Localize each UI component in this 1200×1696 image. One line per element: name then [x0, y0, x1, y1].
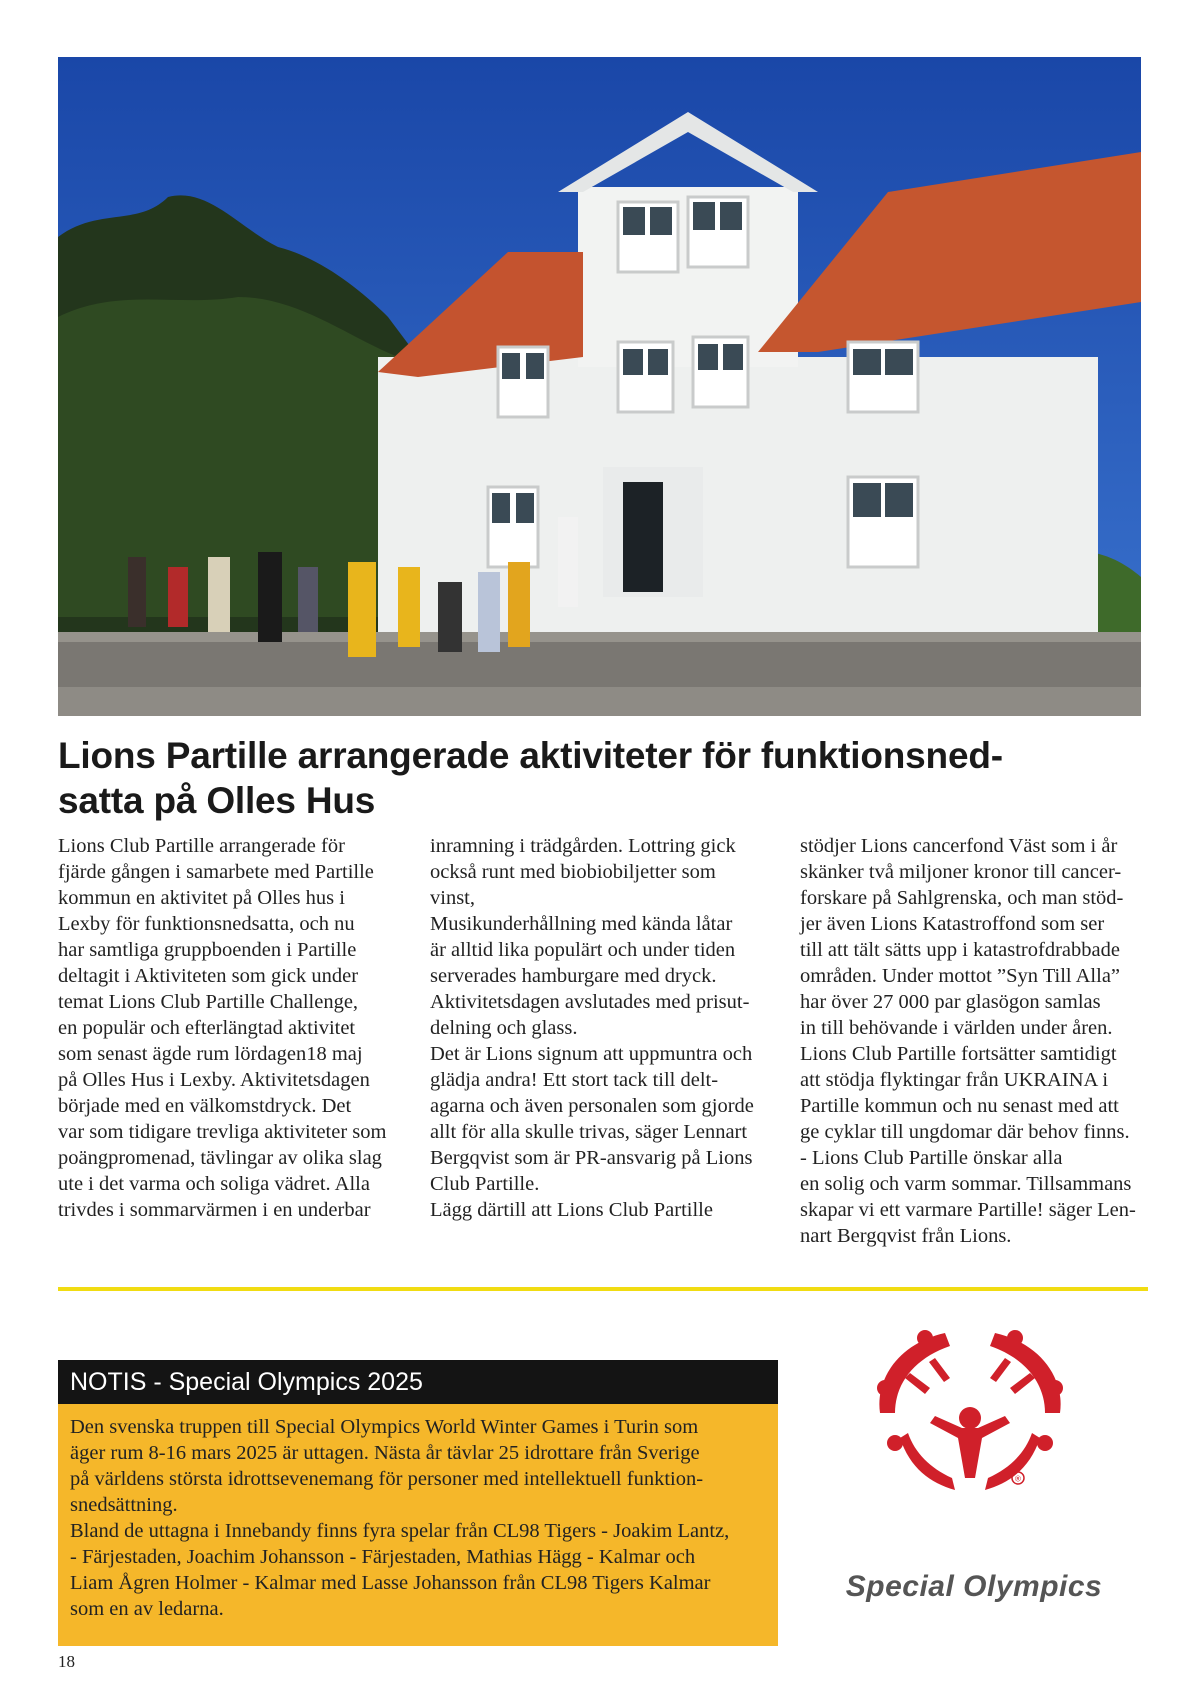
text-line: forskare på Sahlgrenska, och man stöd- [800, 887, 1124, 909]
text-line: områden. Under mottot ”Syn Till Alla” [800, 965, 1121, 987]
text-line: en populär och efterlängtad aktivitet [58, 1017, 356, 1039]
text-line: har samtliga gruppboenden i Partille [58, 939, 357, 961]
text-line: Lexby för funktionsnedsatta, och nu [58, 913, 355, 935]
text-line: äger rum 8-16 mars 2025 är uttagen. Nästa år tävlar 25 idrottare från Sverige [70, 1442, 700, 1464]
text-line: också runt med biobiobiljetter som [430, 861, 716, 883]
text-line: delning och glass. [430, 1017, 578, 1039]
text-line: deltagit i Aktiviteten som gick under [58, 965, 359, 987]
text-line: snedsättning. [70, 1494, 178, 1516]
text-line: nart Bergqvist från Lions. [800, 1225, 1012, 1247]
text-line: som en av ledarna. [70, 1598, 224, 1620]
text-line: Liam Ågren Holmer - Kalmar med Lasse Johansson från CL98 Tigers Kalmar [70, 1572, 711, 1594]
text-line: - Lions Club Partille önskar alla [800, 1147, 1063, 1169]
text-line: var som tidigare trevliga aktiviteter som [58, 1121, 387, 1143]
notis-title: NOTIS - Special Olympics 2025 [58, 1360, 778, 1404]
article-headline [58, 733, 1148, 823]
text-line: kommun en aktivitet på Olles hus i [58, 887, 345, 909]
text-line: har över 27 000 par glasögon samlas [800, 991, 1101, 1013]
text-line: på världens största idrottsevenemang för personer med intellektuell funktion- [70, 1468, 704, 1490]
page-number: 18 [58, 1652, 75, 1671]
special-olympics-logo-icon [870, 1318, 1070, 1503]
headline-line-1: Lions Partille arrangerade aktiviteter för funktionsned- [58, 735, 1003, 776]
text-line: allt för alla skulle trivas, säger Lennart [430, 1121, 748, 1143]
text-line: trivdes i sommarvärmen i en underbar [58, 1199, 371, 1221]
text-line: fjärde gången i samarbete med Partille [58, 861, 374, 883]
text-line: Bergqvist som är PR-ansvarig på Lions [430, 1147, 753, 1169]
text-line: Club Partille. [430, 1173, 540, 1195]
text-line: ute i det varma och soliga vädret. Alla [58, 1173, 370, 1195]
text-line: på Olles Hus i Lexby. Aktivitetsdagen [58, 1069, 370, 1091]
headline-line-2: satta på Olles Hus [58, 780, 376, 821]
text-line: inramning i trädgården. Lottring gick [430, 835, 736, 857]
text-line: Bland de uttagna i Innebandy finns fyra spelar från CL98 Tigers - Joakim Lantz, [70, 1520, 730, 1542]
text-line: till att tält sätts upp i katastrofdrabbade [800, 939, 1120, 961]
text-line: är alltid lika populärt och under tiden [430, 939, 736, 961]
text-line: Musikunderhållning med kända låtar [430, 913, 733, 935]
text-line: Lions Club Partille arrangerade för [58, 835, 345, 857]
section-divider [58, 1287, 1148, 1291]
text-line: temat Lions Club Partille Challenge, [58, 991, 359, 1013]
text-line: som senast ägde rum lördagen18 maj [58, 1043, 363, 1065]
notis-body [58, 1404, 778, 1646]
text-line: vinst, [430, 887, 475, 909]
text-line: agarna och även personalen som gjorde [430, 1095, 754, 1117]
text-line: ge cyklar till ungdomar där behov finns. [800, 1121, 1130, 1143]
text-line: stödjer Lions cancerfond Väst som i år [800, 835, 1118, 857]
special-olympics-wordmark: Special Olympics [845, 1570, 1103, 1603]
text-line: Den svenska truppen till Special Olympics World Winter Games i Turin som [70, 1416, 699, 1438]
text-line: jer även Lions Katastroffond som ser [800, 913, 1105, 935]
article-column-1 [58, 833, 403, 1223]
house-photo-illustration [58, 57, 1141, 716]
text-line: skapar vi ett varmare Partille! säger Len- [800, 1199, 1136, 1221]
text-line: Lägg därtill att Lions Club Partille [430, 1199, 713, 1221]
article-column-3 [800, 833, 1150, 1249]
article-column-2 [430, 833, 775, 1223]
text-line: skänker två miljoner kronor till cancer- [800, 861, 1122, 883]
text-line: Lions Club Partille fortsätter samtidigt [800, 1043, 1117, 1065]
text-line: Det är Lions signum att uppmuntra och [430, 1043, 753, 1065]
text-line: poängpromenad, tävlingar av olika slag [58, 1147, 382, 1169]
text-line: glädja andra! Ett stort tack till delt- [430, 1069, 719, 1091]
text-line: Aktivitetsdagen avslutades med prisut- [430, 991, 750, 1013]
text-line: en solig och varm sommar. Tillsammans [800, 1173, 1132, 1195]
text-line: - Färjestaden, Joachim Johansson - Färjestaden, Mathias Hägg - Kalmar och [70, 1546, 696, 1568]
article-photo [58, 57, 1141, 716]
text-line: serverades hamburgare med dryck. [430, 965, 717, 987]
text-line: att stödja flyktingar från UKRAINA i [800, 1069, 1109, 1091]
text-line: in till behövande i världen under åren. [800, 1017, 1113, 1039]
registered-mark: ® [1015, 1474, 1021, 1484]
text-line: började med en välkomstdryck. Det [58, 1095, 352, 1117]
text-line: Partille kommun och nu senast med att [800, 1095, 1119, 1117]
